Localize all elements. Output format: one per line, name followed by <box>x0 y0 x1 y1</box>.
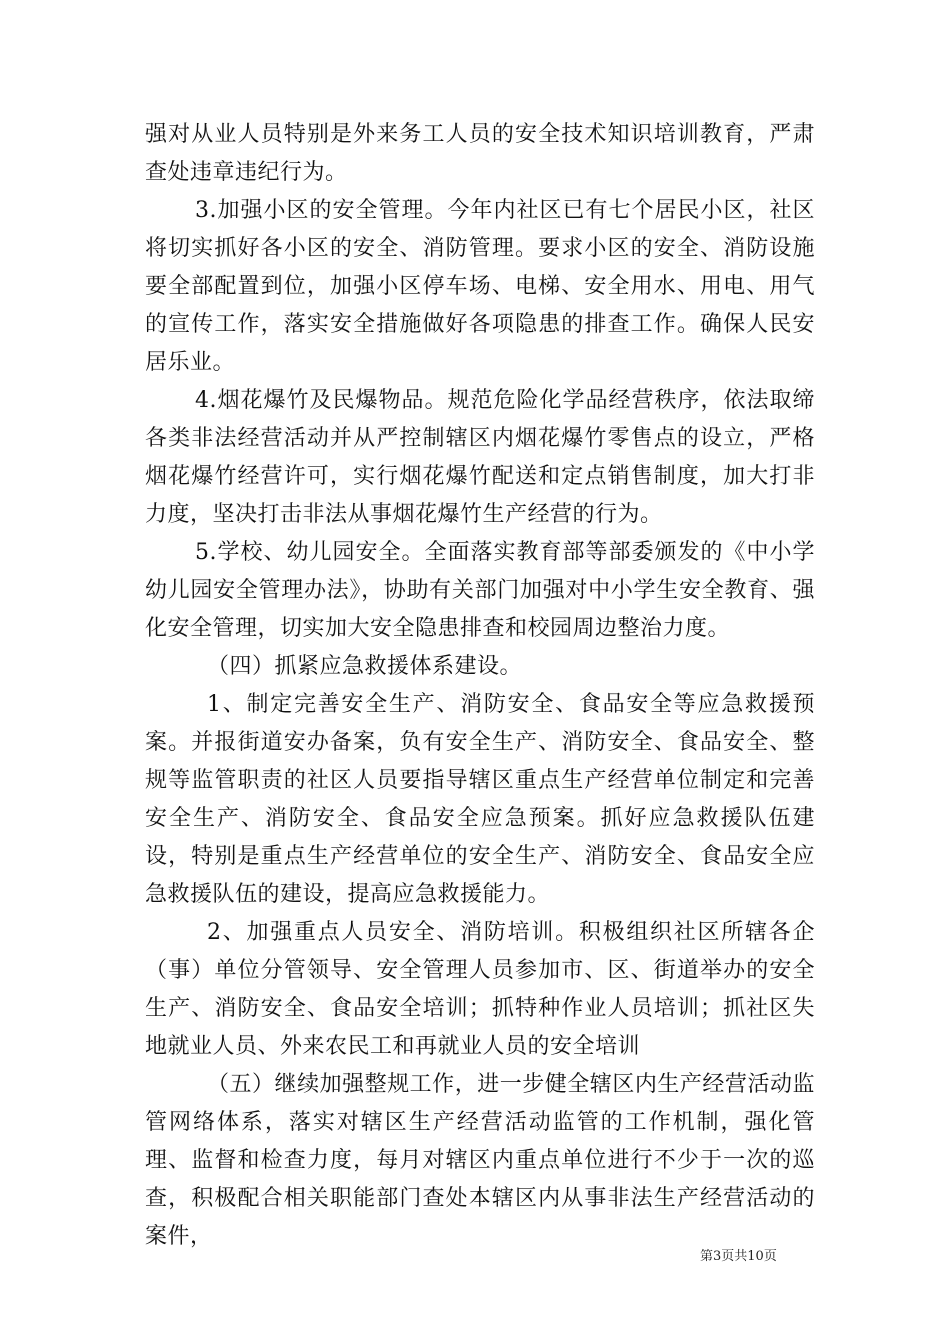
paragraph-training: 2、加强重点人员安全、消防培训。积极组织社区所辖各企（事）单位分管领导、安全管理人员参加市、区、街道举办的安全生产、消防安全、食品安全培训；抓特种作业人员培训；抓社区失地就业人员、外来农民工和再就业人员的安全培训 <box>145 920 815 1059</box>
page-number: 第3页共10页 <box>700 1249 777 1264</box>
paragraph-school-safety: 5.学校、幼儿园安全。全面落实教育部等部委颁发的《中小学幼儿园安全管理办法》，协助有关部门加强对中小学生安全教育、强化安全管理，切实加大安全隐患排查和校园周边整治力度。 <box>145 540 815 641</box>
document-body <box>145 116 815 1256</box>
paragraph-regulation: （五）继续加强整规工作，进一步健全辖区内生产经营活动监管网络体系，落实对辖区生产经营活动监管的工作机制，强化管理、监督和检查力度，每月对辖区内重点单位进行不少于一次的巡查，积极配合相关职能部门查处本辖区内从事非法生产经营活动的案件， <box>145 1072 815 1249</box>
paragraph-emergency-plans: 1、制定完善安全生产、消防安全、食品安全等应急救援预案。并报街道安办备案，负有安全生产、消防安全、食品安全、整规等监管职责的社区人员要指导辖区重点生产经营单位制定和完善安全生产、消防安全、食品安全应急预案。抓好应急救援队伍建设，特别是重点生产经营单位的安全生产、消防安全、食品安全应急救援队伍的建设，提高应急救援能力。 <box>145 692 815 907</box>
section-heading-emergency: （四）抓紧应急救援体系建设。 <box>207 654 523 679</box>
paragraph-community-safety: 3.加强小区的安全管理。今年内社区已有七个居民小区，社区将切实抓好各小区的安全、消防管理。要求小区的安全、消防设施要全部配置到位，加强小区停车场、电梯、安全用水、用电、用气的宣传工作，落实安全措施做好各项隐患的排查工作。确保人民安居乐业。 <box>145 198 815 375</box>
paragraph-fireworks: 4.烟花爆竹及民爆物品。规范危险化学品经营秩序，依法取缔各类非法经营活动并从严控制辖区内烟花爆竹零售点的设立，严格烟花爆竹经营许可，实行烟花爆竹配送和定点销售制度，加大打非力度，坚决打击非法从事烟花爆竹生产经营的行为。 <box>145 388 815 527</box>
paragraph-continuation: 强对从业人员特别是外来务工人员的安全技术知识培训教育，严肃查处违章违纪行为。 <box>145 122 815 185</box>
